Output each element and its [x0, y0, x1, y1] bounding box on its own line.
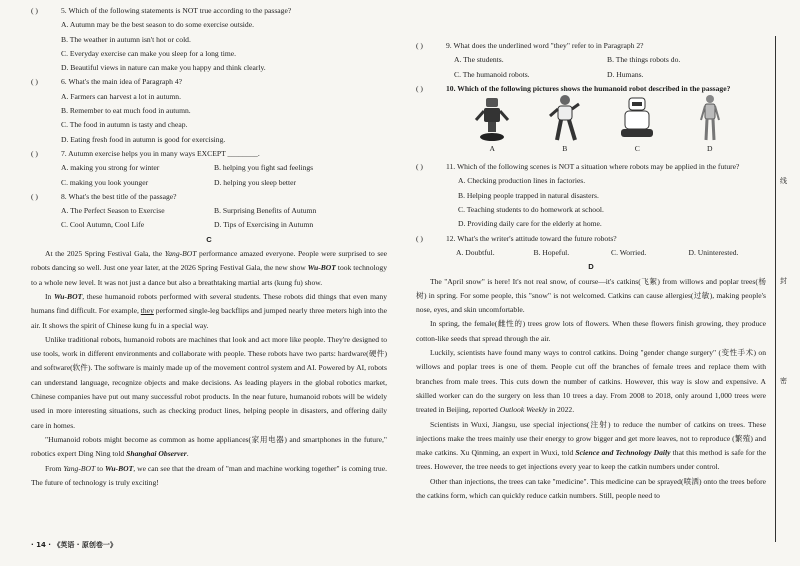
robot-pictures — [416, 96, 766, 156]
service-robot-icon — [617, 94, 657, 142]
robot-picture-c[interactable]: C — [617, 94, 657, 156]
binding-line — [775, 36, 776, 542]
robot-picture-b[interactable]: B — [545, 94, 585, 156]
option[interactable]: C. making you look younger — [61, 177, 149, 187]
dancing-robot-icon — [545, 94, 585, 142]
option[interactable]: D. helping you sleep better — [214, 177, 297, 187]
option[interactable]: C. The food in autumn is tasty and cheap. — [61, 120, 188, 130]
robot-picture-a[interactable]: A — [472, 94, 512, 156]
section-heading: C — [206, 234, 212, 244]
option[interactable]: D. Eating fresh food in autumn is good for exercising. — [61, 134, 226, 144]
option[interactable]: A. Farmers can harvest a lot in autumn. — [61, 91, 181, 101]
option[interactable]: C. Everyday exercise can make you sleep for a long time. — [61, 48, 237, 58]
option[interactable]: A. Doubtful. — [456, 247, 495, 257]
option[interactable]: A. making you strong for winter — [61, 163, 160, 173]
question-9: ( ) 9. What does the underlined word "they" refer to in Paragraph 2? — [416, 41, 644, 50]
paragraph: Luckily, scientists have found many ways to control catkins. Doing "gender change surgery" (变性手术) on willows and poplar trees is one of them. People cut off the branches of female trees and replace them with branches from male trees. This cuts down the number of catkins. However, this way is slow and expensive. A skilled worker can do the surgery on less than 10 trees a day. From 2008 to 2018, only around 1,000 trees were treated in Beijing, reported Outlook Weekly in 2022. — [416, 348, 766, 415]
wheeled-robot-icon — [472, 94, 512, 142]
question-5: ( ) 5. Which of the following statements is NOT true according to the passage? — [31, 6, 292, 15]
option[interactable]: A. Autumn may be the best season to do some exercise outside. — [61, 20, 254, 30]
paragraph: At the 2025 Spring Festival Gala, the Yang-BOT performance amazed everyone. People were surprised to see robots dancing so well. Just one year later, at the 2026 Spring Festival Gala, the new show Wu-BOT took technology to a whole new level. It was not just a dance but also a breathtaking martial arts (kung fu) show. — [31, 249, 388, 287]
question-8: ( ) 8. What's the best title of the passage? — [31, 191, 177, 201]
margin-label-secret: 密 — [780, 377, 787, 385]
paragraph: From Yang-BOT to Wu-BOT, we can see that the dream of "man and machine working together" is coming true. The future of technology is truly exciting! — [31, 463, 388, 487]
option[interactable]: B. The weather in autumn isn't hot or cold. — [61, 34, 191, 44]
paragraph: Other than injections, the trees can take "medicine". This medicine can be sprayed(喷洒) onto the trees before the catkins form, which can quickly reduce catkin numbers. Still, people need to — [416, 476, 766, 501]
option[interactable]: B. The things robots do. — [607, 55, 681, 65]
paragraph: Scientists in Wuxi, Jiangsu, use special injections(注射) to reduce the number of catkins on trees. These injections make the trees mainly use their energy to grow bigger and get more leaves, not to reproduce (繁殖) and make catkins. Xu Qinming, an expert in Wuxi, told Science and Technology Daily that this method is safe for the trees. However, the tree needs to get injections every year to keep the catkin numbers under control. — [416, 419, 767, 472]
right-column — [416, 39, 766, 503]
left-column — [31, 4, 387, 490]
option[interactable]: B. Surprising Benefits of Autumn — [214, 206, 317, 216]
humanoid-robot-icon — [690, 94, 730, 142]
paragraph: The "April snow" is here! It's not real snow, of course—it's catkins(飞絮) from willows and poplar trees(杨树) in spring. For some people, this "snow" is not welcomed. Catkins can cause allergies(过敏), making people's nose, eyes, and skin uncomfortable. — [416, 276, 766, 315]
robot-picture-d[interactable]: D — [690, 94, 730, 156]
option[interactable]: A. Checking production lines in factories. — [458, 176, 586, 186]
margin-label-seal: 封 — [780, 277, 787, 285]
option[interactable]: A. The Perfect Season to Exercise — [61, 206, 165, 216]
option[interactable]: A. The students. — [454, 55, 504, 65]
option[interactable]: C. Cool Autumn, Cool Life — [61, 220, 145, 230]
paragraph: Unlike traditional robots, humanoid robots are machines that look and act more like people. They're designed to use tools, work in different environments and collaborate with people. These robots have two parts: hardware(硬件) and software(软件). The software is mainly made up of the movement control system and AI. Powered by AI, robots can understand language, recognize objects and make decisions. As leading players in the global robotics market, Chinese companies have put out many successful robot products. In the near future, humanoid robots will be widely used in more interesting situations, such as checking product lines, helping people in disasters, and offering daily care in homes. — [31, 334, 387, 430]
page-footer: · 14 · 《英语 · 原创卷一》 — [31, 541, 117, 549]
option[interactable]: B. Remember to eat much food in autumn. — [61, 106, 191, 116]
option[interactable]: C. Worried. — [611, 247, 647, 257]
option[interactable]: D. Humans. — [607, 69, 644, 79]
question-11: ( ) 11. Which of the following scenes is NOT a situation where robots may be applied in the future? — [416, 162, 740, 172]
question-7: ( ) 7. Autumn exercise helps you in many ways EXCEPT ________. — [31, 148, 260, 158]
option[interactable]: C. Teaching students to do homework at school. — [458, 205, 604, 215]
paragraph: "Humanoid robots might become as common as home appliances(家用电器) and smartphones in the future," robotics expert Ding Ning told Shanghai Observer. — [31, 434, 387, 459]
option[interactable]: B. Helping people trapped in natural disasters. — [458, 190, 599, 200]
option[interactable]: B. Hopeful. — [533, 247, 570, 257]
question-10: ( ) 10. Which of the following pictures shows the humanoid robot described in the passage? — [416, 83, 731, 93]
section-heading: D — [588, 262, 594, 272]
option[interactable]: D. Providing daily care for the elderly at home. — [458, 219, 602, 229]
margin-label-line: 线 — [780, 177, 787, 185]
option[interactable]: D. Tips of Exercising in Autumn — [214, 220, 314, 230]
option[interactable]: D. Beautiful views in nature can make you happy and think clearly. — [61, 63, 266, 73]
option[interactable]: C. The humanoid robots. — [454, 69, 530, 79]
option[interactable]: B. helping you fight sad feelings — [214, 163, 314, 173]
question-12: ( ) 12. What's the writer's attitude toward the future robots? — [416, 233, 617, 243]
paragraph: In spring, the female(雌性的) trees grow lots of flowers. When these flowers finish growing, they produce cotton-like seeds that spread through the air. — [416, 319, 766, 343]
option[interactable]: D. Uninterested. — [688, 247, 739, 257]
question-6: ( ) 6. What's the main idea of Paragraph 4? — [31, 77, 182, 87]
paragraph: In Wu-BOT, these humanoid robots performed with several students. These robots did things that even many humans find difficult. For example, they performed single-leg backflips and jumped nearly three meters high into the air. It shows the spirit of Chinese kung fu in a special way. — [31, 291, 387, 330]
